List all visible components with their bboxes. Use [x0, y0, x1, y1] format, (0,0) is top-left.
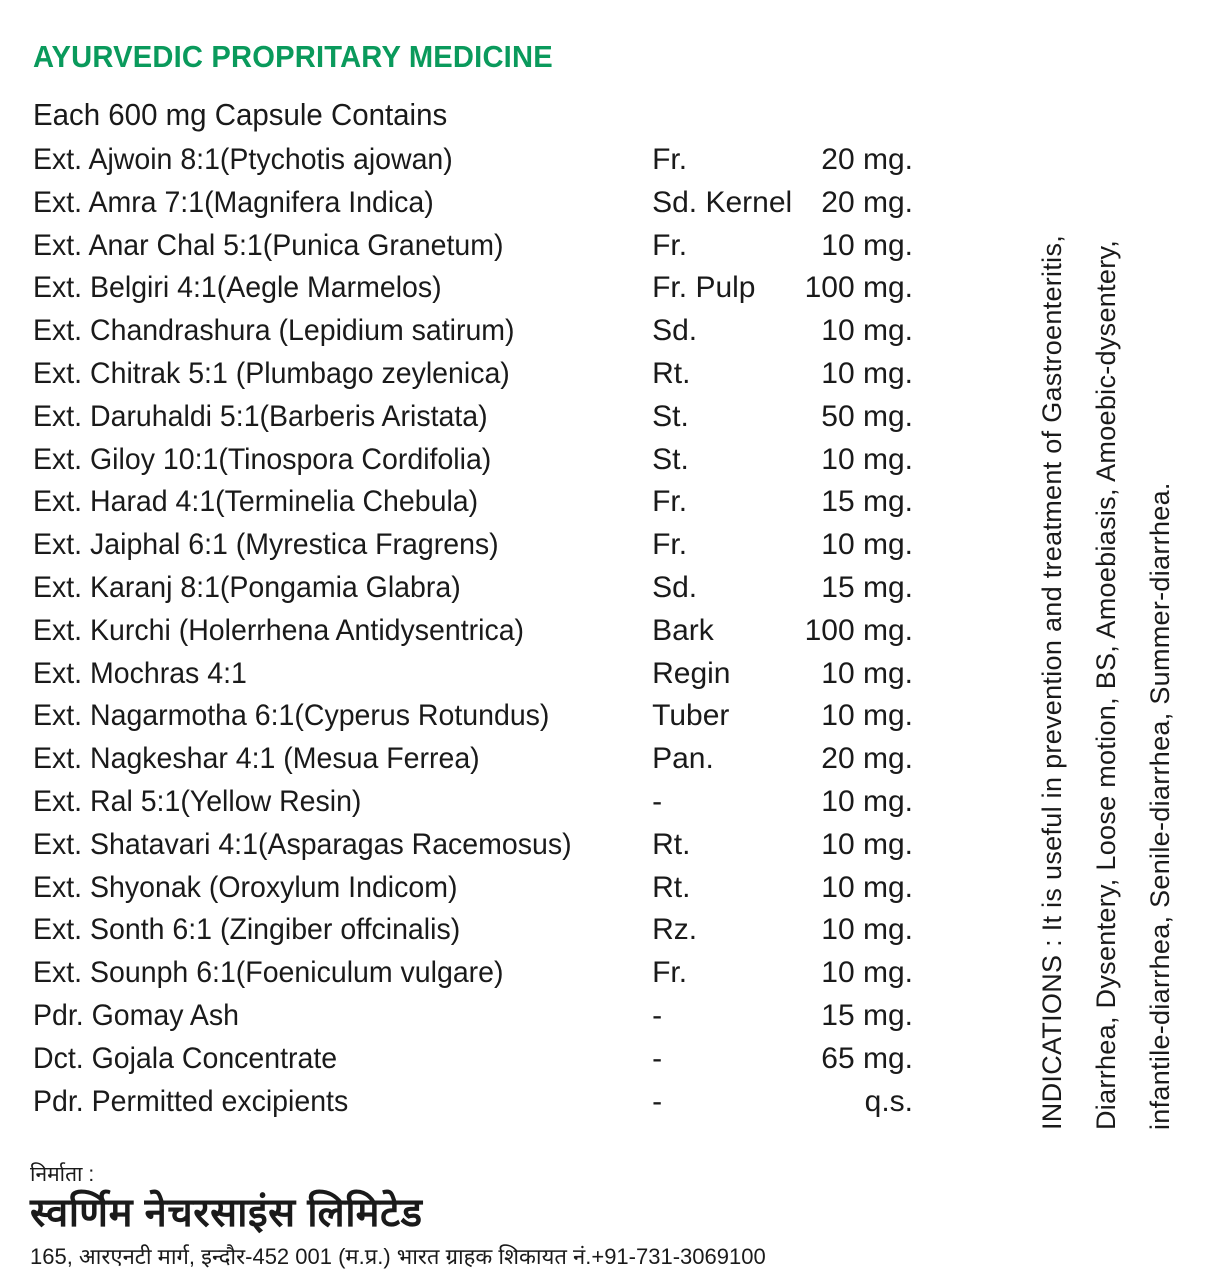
ingredient-quantity: 10 mg. — [821, 314, 913, 348]
ingredient-row — [33, 310, 913, 353]
ingredient-row — [33, 653, 913, 696]
ingredient-name: Ext. Ral 5:1(Yellow Resin) — [33, 784, 362, 818]
manufacturer-name: स्वर्णिम नेचरसाइंस लिमिटेड — [30, 1191, 423, 1235]
ingredient-part: Tuber — [652, 699, 730, 733]
ingredient-name: Ext. Giloy 10:1(Tinospora Cordifolia) — [33, 442, 492, 476]
ingredient-row — [33, 139, 913, 182]
ingredient-part: Rt. — [652, 870, 691, 904]
manufacturer-block — [30, 1162, 990, 1272]
ingredient-part: - — [652, 998, 663, 1032]
ingredient-part: Fr. — [652, 143, 688, 176]
ingredient-row — [33, 909, 913, 952]
ingredient-part: - — [652, 1041, 663, 1075]
ingredient-quantity: 15 mg. — [821, 998, 913, 1032]
ingredient-name: Ext. Anar Chal 5:1(Punica Granetum) — [33, 228, 504, 262]
ingredient-part: Sd. Kernel — [652, 185, 793, 219]
ingredient-row — [33, 567, 913, 610]
ingredient-row — [33, 396, 913, 439]
page-title: AYURVEDIC PROPRITARY MEDICINE — [33, 39, 553, 74]
ingredient-name: Ext. Karanj 8:1(Pongamia Glabra) — [33, 570, 461, 604]
ingredient-name: Pdr. Permitted excipients — [33, 1084, 349, 1118]
ingredient-row — [33, 182, 913, 225]
ingredient-row — [33, 267, 913, 310]
ingredient-quantity: 10 mg. — [821, 784, 913, 818]
ingredient-part: - — [652, 1084, 663, 1118]
ingredient-quantity: 20 mg. — [821, 185, 913, 219]
ingredient-part: Bark — [652, 613, 714, 647]
ingredient-quantity: 10 mg. — [821, 656, 913, 690]
manufacturer-label: निर्माता : — [30, 1163, 95, 1186]
ingredient-quantity: 10 mg. — [821, 228, 913, 262]
ingredient-part: St. — [652, 399, 689, 433]
ingredient-quantity: 100 mg. — [804, 613, 913, 647]
ingredient-name: Ext. Nagarmotha 6:1(Cyperus Rotundus) — [33, 699, 550, 733]
ingredient-quantity: 65 mg. — [821, 1041, 913, 1075]
ingredient-name: Ext. Sounph 6:1(Foeniculum vulgare) — [33, 956, 504, 990]
ingredient-quantity: 15 mg. — [821, 570, 913, 604]
ingredient-part: Fr. — [652, 956, 688, 990]
ingredient-name: Ext. Jaiphal 6:1 (Myrestica Fragrens) — [33, 528, 499, 562]
ingredient-row — [33, 353, 913, 396]
ingredient-quantity: 10 mg. — [821, 956, 913, 990]
ingredient-quantity: 10 mg. — [821, 699, 913, 733]
indications-block — [1036, 0, 1212, 1130]
ingredient-name: Ext. Sonth 6:1 (Zingiber offcinalis) — [33, 913, 461, 947]
ingredient-quantity: 10 mg. — [821, 356, 913, 390]
ingredient-part: Rz. — [652, 913, 698, 947]
ingredient-name: Ext. Amra 7:1(Magnifera Indica) — [33, 185, 434, 219]
ingredient-part: Fr. — [652, 528, 688, 562]
ingredient-part: Fr. — [652, 485, 688, 519]
ingredient-row — [33, 1081, 913, 1124]
ingredient-part: - — [652, 784, 663, 818]
ingredient-quantity: 10 mg. — [821, 870, 913, 904]
dosage-statement: Each 600 mg Capsule Contains — [33, 97, 448, 132]
ingredient-row — [33, 610, 913, 653]
ingredient-quantity: q.s. — [864, 1084, 913, 1118]
ingredient-row — [33, 867, 913, 910]
ingredient-quantity: 10 mg. — [821, 528, 913, 562]
ingredient-name: Ext. Mochras 4:1 — [33, 656, 247, 690]
ingredient-quantity: 100 mg. — [804, 271, 913, 305]
ingredient-quantity: 50 mg. — [821, 399, 913, 433]
ingredient-quantity: 20 mg. — [821, 742, 913, 776]
indications-line-3: infantile-diarrhea, Senile-diarrhea, Summer-diarrhea. — [1145, 482, 1175, 1130]
ingredient-name: Ext. Shatavari 4:1(Asparagas Racemosus) — [33, 827, 572, 861]
ingredient-part: Fr. — [652, 228, 688, 262]
ingredient-row — [33, 439, 913, 482]
ingredient-part: Rt. — [652, 356, 691, 390]
ingredient-quantity: 10 mg. — [821, 442, 913, 476]
ingredient-name: Ext. Chandrashura (Lepidium satirum) — [33, 314, 515, 348]
ingredient-name: Pdr. Gomay Ash — [33, 998, 239, 1032]
ingredient-row — [33, 738, 913, 781]
ingredient-part: Fr. Pulp — [652, 271, 756, 305]
ingredient-name: Ext. Belgiri 4:1(Aegle Marmelos) — [33, 271, 442, 305]
ingredient-row — [33, 952, 913, 995]
ingredient-name: Ext. Ajwoin 8:1(Ptychotis ajowan) — [33, 143, 453, 176]
ingredient-quantity: 15 mg. — [821, 485, 913, 519]
ingredient-quantity: 10 mg. — [821, 913, 913, 947]
manufacturer-address: 165, आरएनटी मार्ग, इन्दौर-452 001 (म.प्र.) भारत ग्राहक शिकायत नं.+91-731-3069100 — [30, 1244, 766, 1269]
ingredient-row — [33, 1038, 913, 1081]
ingredients-table — [33, 139, 913, 1123]
ingredient-row — [33, 995, 913, 1038]
ingredient-name: Ext. Kurchi (Holerrhena Antidysentrica) — [33, 613, 525, 647]
ingredient-name: Ext. Daruhaldi 5:1(Barberis Aristata) — [33, 399, 488, 433]
ingredient-row — [33, 781, 913, 824]
ingredient-part: Pan. — [652, 742, 714, 776]
ingredient-row — [33, 225, 913, 268]
ingredient-row — [33, 695, 913, 738]
ingredient-row — [33, 524, 913, 567]
ingredient-part: Sd. — [652, 314, 698, 348]
ingredient-name: Ext. Harad 4:1(Terminelia Chebula) — [33, 485, 479, 519]
ingredient-row — [33, 824, 913, 867]
ingredient-part: Regin — [652, 656, 731, 690]
ingredient-name: Dct. Gojala Concentrate — [33, 1041, 338, 1075]
ingredient-name: Ext. Nagkeshar 4:1 (Mesua Ferrea) — [33, 742, 480, 776]
indications-line-1: INDICATIONS : It is useful in prevention and treatment of Gastroenteritis, — [1037, 234, 1067, 1130]
ingredient-part: Rt. — [652, 827, 691, 861]
ingredient-name: Ext. Shyonak (Oroxylum Indicom) — [33, 870, 458, 904]
ingredient-row — [33, 481, 913, 524]
ingredient-part: Sd. — [652, 570, 698, 604]
indications-line-2: Diarrhea, Dysentery, Loose motion, BS, Amoebiasis, Amoebic-dysentery, — [1091, 239, 1121, 1130]
ingredient-part: St. — [652, 442, 689, 476]
ingredient-quantity: 20 mg. — [821, 143, 913, 176]
ingredient-name: Ext. Chitrak 5:1 (Plumbago zeylenica) — [33, 356, 510, 390]
ingredient-quantity: 10 mg. — [821, 827, 913, 861]
